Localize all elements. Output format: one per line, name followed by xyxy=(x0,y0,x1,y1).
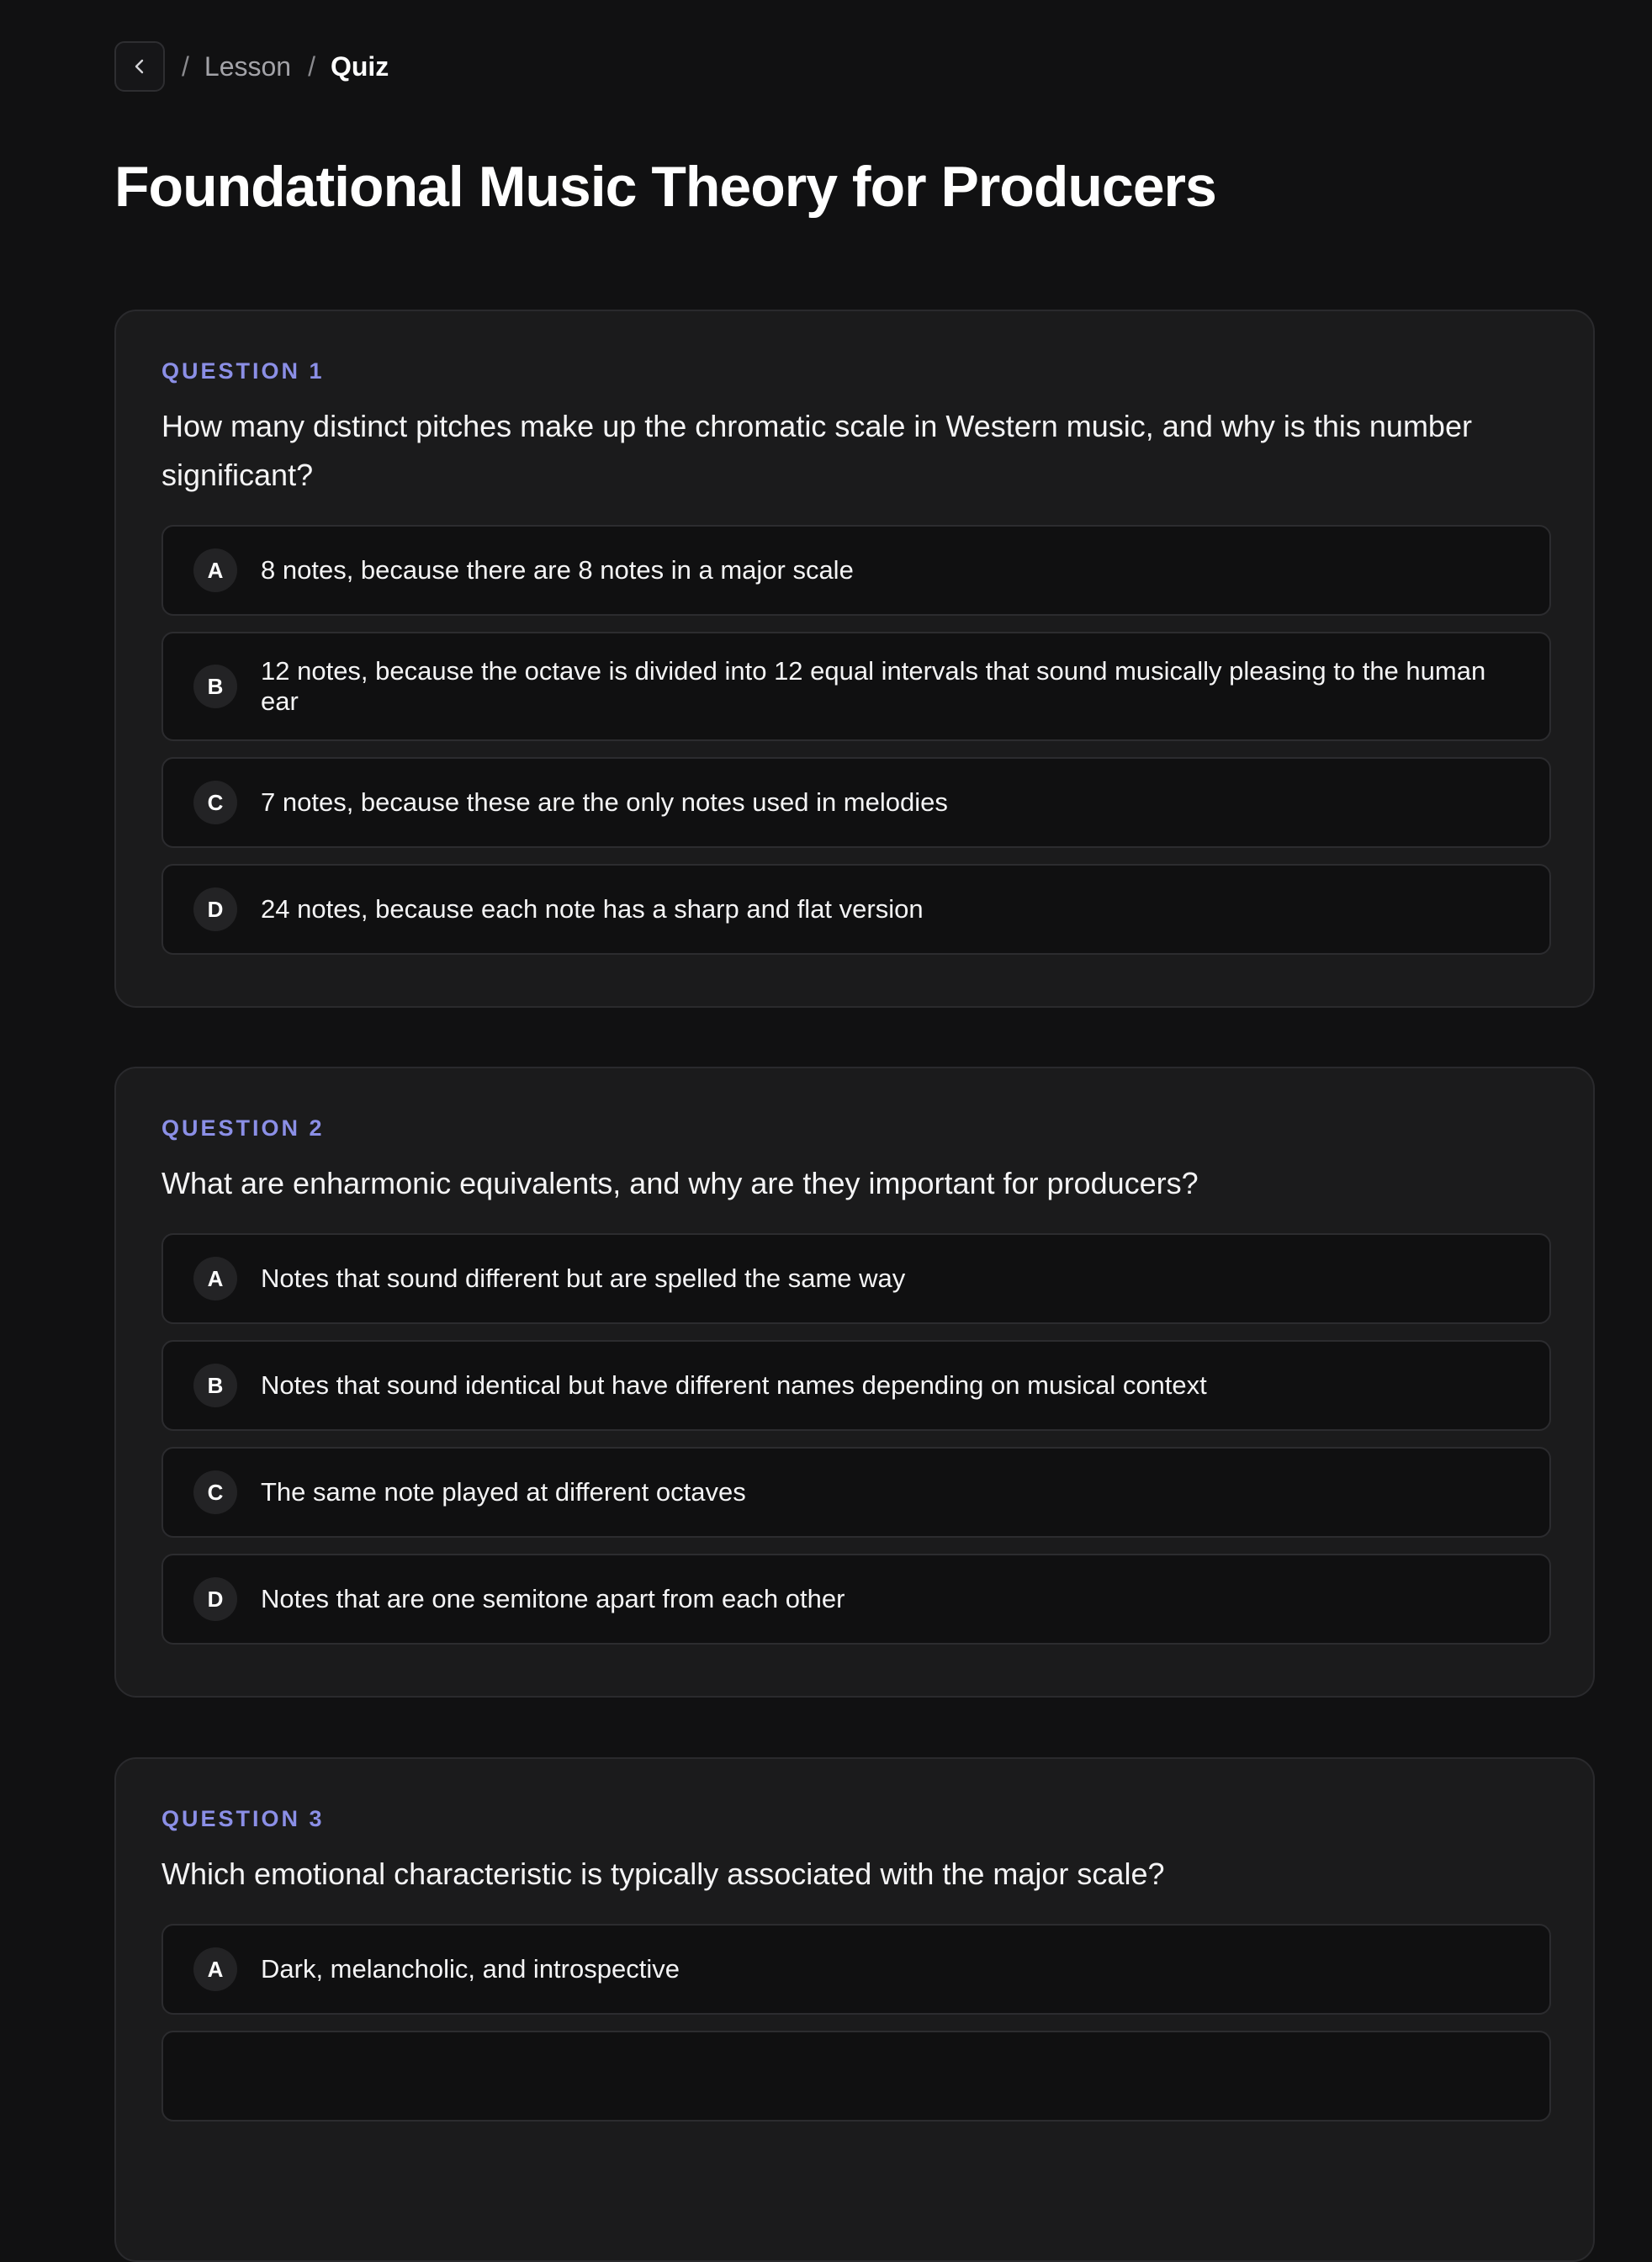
answer-option-b[interactable] xyxy=(161,2031,1551,2122)
option-letter-badge: B xyxy=(193,1364,237,1407)
answer-option-b[interactable] xyxy=(161,632,1551,741)
option-letter-badge: A xyxy=(193,1947,237,1991)
question-text: What are enharmonic equivalents, and why are they important for producers? xyxy=(161,1166,1199,1200)
page-title: Foundational Music Theory for Producers xyxy=(114,155,1216,219)
option-text: Notes that sound identical but have different names depending on musical context xyxy=(261,1370,1207,1400)
question-number: QUESTION 3 xyxy=(161,1806,325,1831)
answer-options xyxy=(161,525,1548,955)
option-letter-badge: D xyxy=(193,1577,237,1621)
option-text: 8 notes, because there are 8 notes in a major scale xyxy=(261,555,854,585)
question-text: How many distinct pitches make up the chromatic scale in Western music, and why is this number significant? xyxy=(161,409,1472,492)
quiz-page xyxy=(114,40,1595,1984)
back-button[interactable] xyxy=(114,41,165,92)
option-text: Notes that are one semitone apart from each other xyxy=(261,1584,845,1613)
breadcrumb-current: Quiz xyxy=(330,50,389,82)
breadcrumb xyxy=(114,40,1595,93)
option-text: Dark, melancholic, and introspective xyxy=(261,1954,680,1984)
question-card-3 xyxy=(114,1757,1595,2262)
answer-options xyxy=(161,1233,1548,1645)
question-text: Which emotional characteristic is typically associated with the major scale? xyxy=(161,1857,1165,1891)
option-letter-badge: D xyxy=(193,887,237,931)
answer-option-a[interactable] xyxy=(161,525,1551,616)
option-text: 24 notes, because each note has a sharp and flat version xyxy=(261,894,924,924)
answer-option-a[interactable] xyxy=(161,1924,1551,2015)
question-number: QUESTION 2 xyxy=(161,1115,325,1141)
question-card-2 xyxy=(114,1067,1595,1698)
option-text: 12 notes, because the octave is divided into 12 equal intervals that sound musically pleasing to the human ear xyxy=(261,656,1486,716)
breadcrumb-lesson-link[interactable]: Lesson xyxy=(204,50,292,82)
answer-option-a[interactable] xyxy=(161,1233,1551,1324)
answer-option-c[interactable] xyxy=(161,757,1551,848)
option-text: Notes that sound different but are spelled the same way xyxy=(261,1263,906,1293)
option-letter-badge: C xyxy=(193,781,237,824)
option-letter-badge: A xyxy=(193,1257,237,1301)
option-letter-badge: C xyxy=(193,1470,237,1514)
option-letter-badge: A xyxy=(193,548,237,592)
answer-option-d[interactable] xyxy=(161,864,1551,955)
option-text: The same note played at different octaves xyxy=(261,1477,746,1507)
breadcrumb-separator: / xyxy=(182,50,189,82)
answer-option-b[interactable] xyxy=(161,1340,1551,1431)
chevron-left-icon xyxy=(130,57,149,76)
question-number: QUESTION 1 xyxy=(161,358,325,384)
answer-option-c[interactable] xyxy=(161,1447,1551,1538)
question-card-1 xyxy=(114,310,1595,1008)
answer-options xyxy=(161,1924,1548,2122)
answer-option-d[interactable] xyxy=(161,1554,1551,1645)
option-letter-badge: B xyxy=(193,665,237,708)
breadcrumb-separator: / xyxy=(308,50,315,82)
option-text: 7 notes, because these are the only notes used in melodies xyxy=(261,787,948,817)
